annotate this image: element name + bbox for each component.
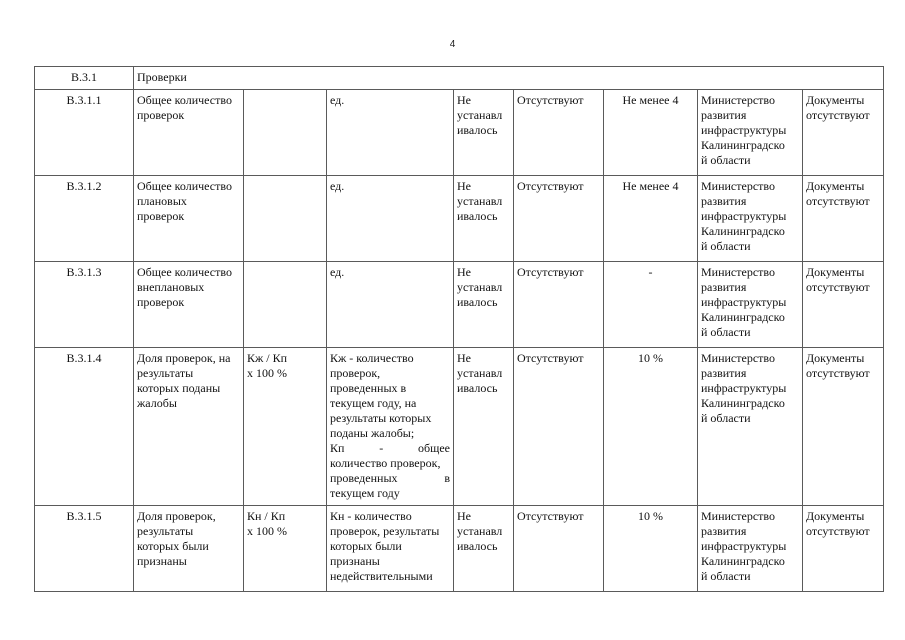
table-row	[35, 90, 884, 176]
indicator-name: Общее количество проверок	[134, 90, 244, 176]
description-cell: ед.	[327, 90, 454, 176]
current-value-cell: Отсутствуют	[514, 176, 604, 262]
current-value-cell: Отсутствуют	[514, 262, 604, 348]
indicator-name: Общее количество плановых проверок	[134, 176, 244, 262]
page-number: 4	[449, 39, 456, 50]
formula-cell: Кж / Кп х 100 %	[244, 348, 327, 506]
section-code: В.3.1	[35, 67, 134, 90]
row-code: В.3.1.4	[35, 348, 134, 506]
responsible-cell: Министерство развития инфраструктуры Калининградско й области	[698, 506, 803, 592]
responsible-cell: Министерство развития инфраструктуры Калининградско й области	[698, 262, 803, 348]
target-value-cell: 10 %	[604, 506, 698, 592]
section-title: Проверки	[134, 67, 884, 90]
current-value-cell: Отсутствуют	[514, 348, 604, 506]
source-cell: Документы отсутствуют	[803, 176, 884, 262]
current-value-cell: Отсутствуют	[514, 90, 604, 176]
description-cell: Кн - количество проверок, результаты которых были признаны недействительными	[327, 506, 454, 592]
indicators-table	[34, 66, 884, 592]
table-row	[35, 506, 884, 592]
table-row	[35, 262, 884, 348]
row-code: В.3.1.2	[35, 176, 134, 262]
description-cell: ед.	[327, 262, 454, 348]
responsible-cell: Министерство развития инфраструктуры Калининградско й области	[698, 90, 803, 176]
table-row	[35, 348, 884, 506]
row-code: В.3.1.1	[35, 90, 134, 176]
target-value-cell: Не менее 4	[604, 176, 698, 262]
baseline-cell: Не устанавл ивалось	[454, 506, 514, 592]
row-code: В.3.1.5	[35, 506, 134, 592]
section-row	[35, 67, 884, 90]
responsible-cell: Министерство развития инфраструктуры Калининградско й области	[698, 176, 803, 262]
target-value-cell: Не менее 4	[604, 90, 698, 176]
description-cell: ед.	[327, 176, 454, 262]
responsible-cell: Министерство развития инфраструктуры Калининградско й области	[698, 348, 803, 506]
indicator-name: Доля проверок, результаты которых были признаны	[134, 506, 244, 592]
baseline-cell: Не устанавл ивалось	[454, 176, 514, 262]
indicator-name: Доля проверок, на результаты которых поданы жалобы	[134, 348, 244, 506]
baseline-cell: Не устанавл ивалось	[454, 348, 514, 506]
formula-cell	[244, 262, 327, 348]
baseline-cell: Не устанавл ивалось	[454, 262, 514, 348]
formula-cell: Кн / Кп х 100 %	[244, 506, 327, 592]
indicator-name: Общее количество внеплановых проверок	[134, 262, 244, 348]
row-code: В.3.1.3	[35, 262, 134, 348]
target-value-cell: -	[604, 262, 698, 348]
target-value-cell: 10 %	[604, 348, 698, 506]
formula-cell	[244, 176, 327, 262]
table-row	[35, 176, 884, 262]
source-cell: Документы отсутствуют	[803, 506, 884, 592]
baseline-cell: Не устанавл ивалось	[454, 90, 514, 176]
description-cell: Кж - количество проверок, проведенных в текущем году, на результаты которых поданы жалобы; Кп - общее количество проверок, проведенных в текущем году	[327, 348, 454, 506]
source-cell: Документы отсутствуют	[803, 262, 884, 348]
source-cell: Документы отсутствуют	[803, 348, 884, 506]
formula-cell	[244, 90, 327, 176]
source-cell: Документы отсутствуют	[803, 90, 884, 176]
current-value-cell: Отсутствуют	[514, 506, 604, 592]
